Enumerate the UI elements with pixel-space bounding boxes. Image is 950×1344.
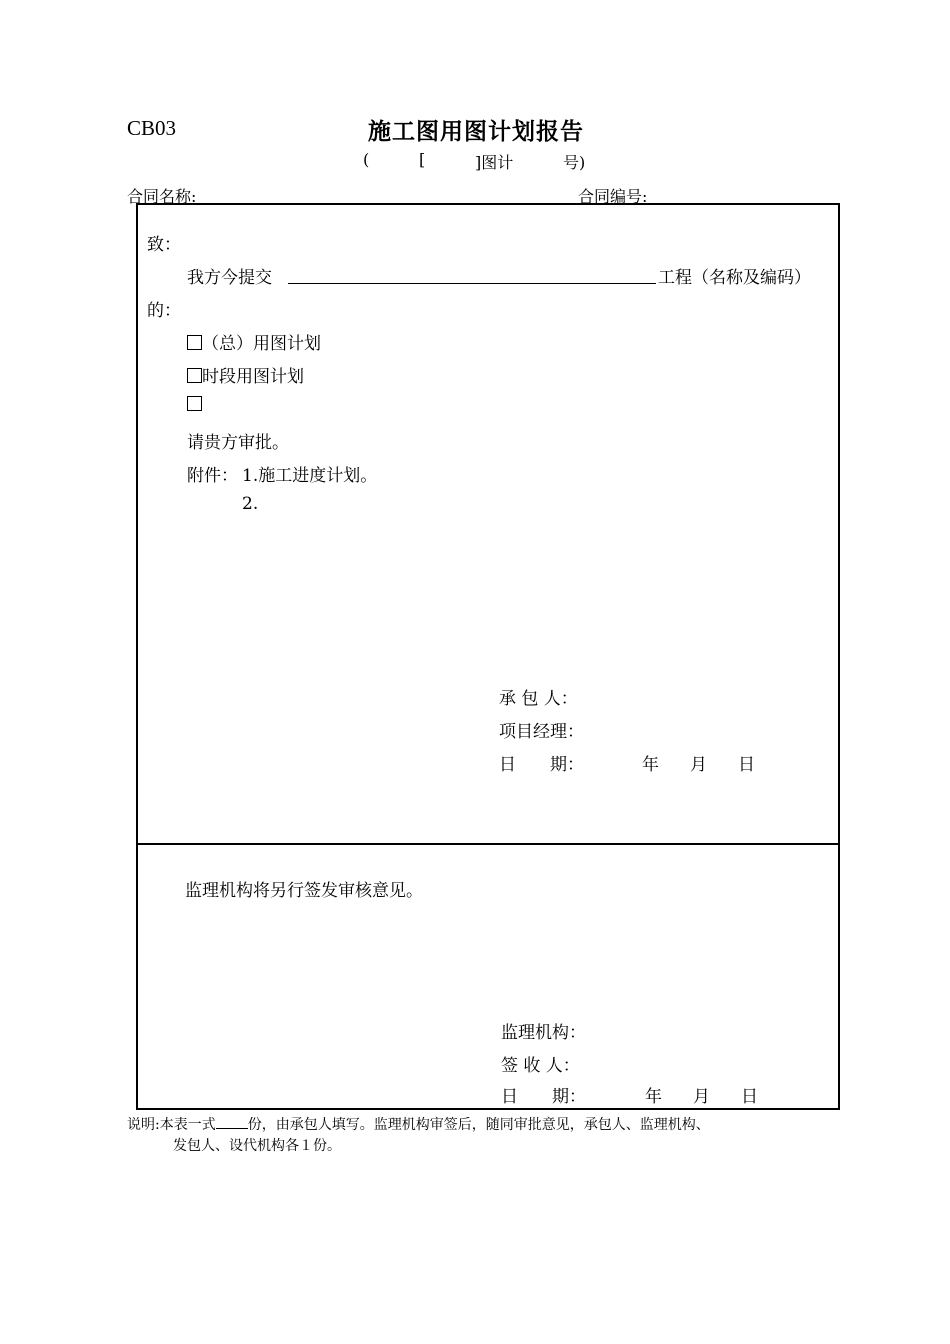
page-title: 施工图用图计划报告 <box>368 119 584 145</box>
date-label: 日 期： <box>501 1087 586 1107</box>
footnote-line-2: 发包人、设代机构各１份。 <box>173 1138 341 1154</box>
attachment-item: 2. <box>242 494 259 514</box>
attachment-label: 附件： <box>187 466 238 486</box>
day-label: 日 <box>741 1087 758 1107</box>
of-label: 的： <box>147 301 181 321</box>
option-other[interactable] <box>187 395 202 415</box>
day-label: 日 <box>738 755 755 775</box>
date-label: 日 期： <box>499 755 584 775</box>
form-code: CB03 <box>127 116 177 140</box>
submit-suffix: 工程（名称及编码） <box>658 268 811 288</box>
supervision-agency-label: 监理机构： <box>501 1023 586 1043</box>
contractor-label: 承 包 人： <box>499 689 578 709</box>
year-label: 年 <box>645 1087 662 1107</box>
submit-prefix: 我方今提交 <box>187 268 272 288</box>
contract-name-label: 合同名称: <box>127 187 197 206</box>
contract-no-label: 合同编号: <box>578 187 648 206</box>
option-label: 时段用图计划 <box>202 367 304 387</box>
section-divider <box>138 843 838 845</box>
year-label: 年 <box>642 755 659 775</box>
supervision-opinion: 监理机构将另行签发审核意见。 <box>185 881 423 901</box>
copies-blank[interactable] <box>216 1116 248 1129</box>
request-text: 请贵方审批。 <box>187 433 289 453</box>
project-name-field[interactable] <box>288 283 656 284</box>
option-total-plan[interactable] <box>187 329 321 354</box>
option-label: （总）用图计划 <box>202 334 321 354</box>
month-label: 月 <box>690 755 707 775</box>
subtitle-end: 号) <box>563 153 586 172</box>
month-label: 月 <box>693 1087 710 1107</box>
footnote-prefix: 说明:本表一式 <box>127 1117 216 1133</box>
receiver-label: 签 收 人： <box>501 1056 580 1076</box>
to-label: 致： <box>147 235 181 255</box>
form-table <box>136 203 840 1110</box>
option-period-plan[interactable] <box>187 362 304 387</box>
checkbox-icon[interactable] <box>187 335 202 350</box>
footnote-line-1 <box>127 1114 710 1134</box>
subtitle-open-paren: ( <box>363 150 370 169</box>
footnote-suffix: 份，由承包人填写。监理机构审签后，随同审批意见，承包人、监理机构、 <box>247 1117 710 1133</box>
subtitle-open-bracket: [ <box>419 150 426 169</box>
subtitle-mid: ]图计 <box>475 153 514 172</box>
project-manager-label: 项目经理： <box>499 722 584 742</box>
checkbox-icon[interactable] <box>187 368 202 383</box>
checkbox-icon[interactable] <box>187 396 202 411</box>
attachment-item: 1.施工进度计划。 <box>242 466 378 486</box>
